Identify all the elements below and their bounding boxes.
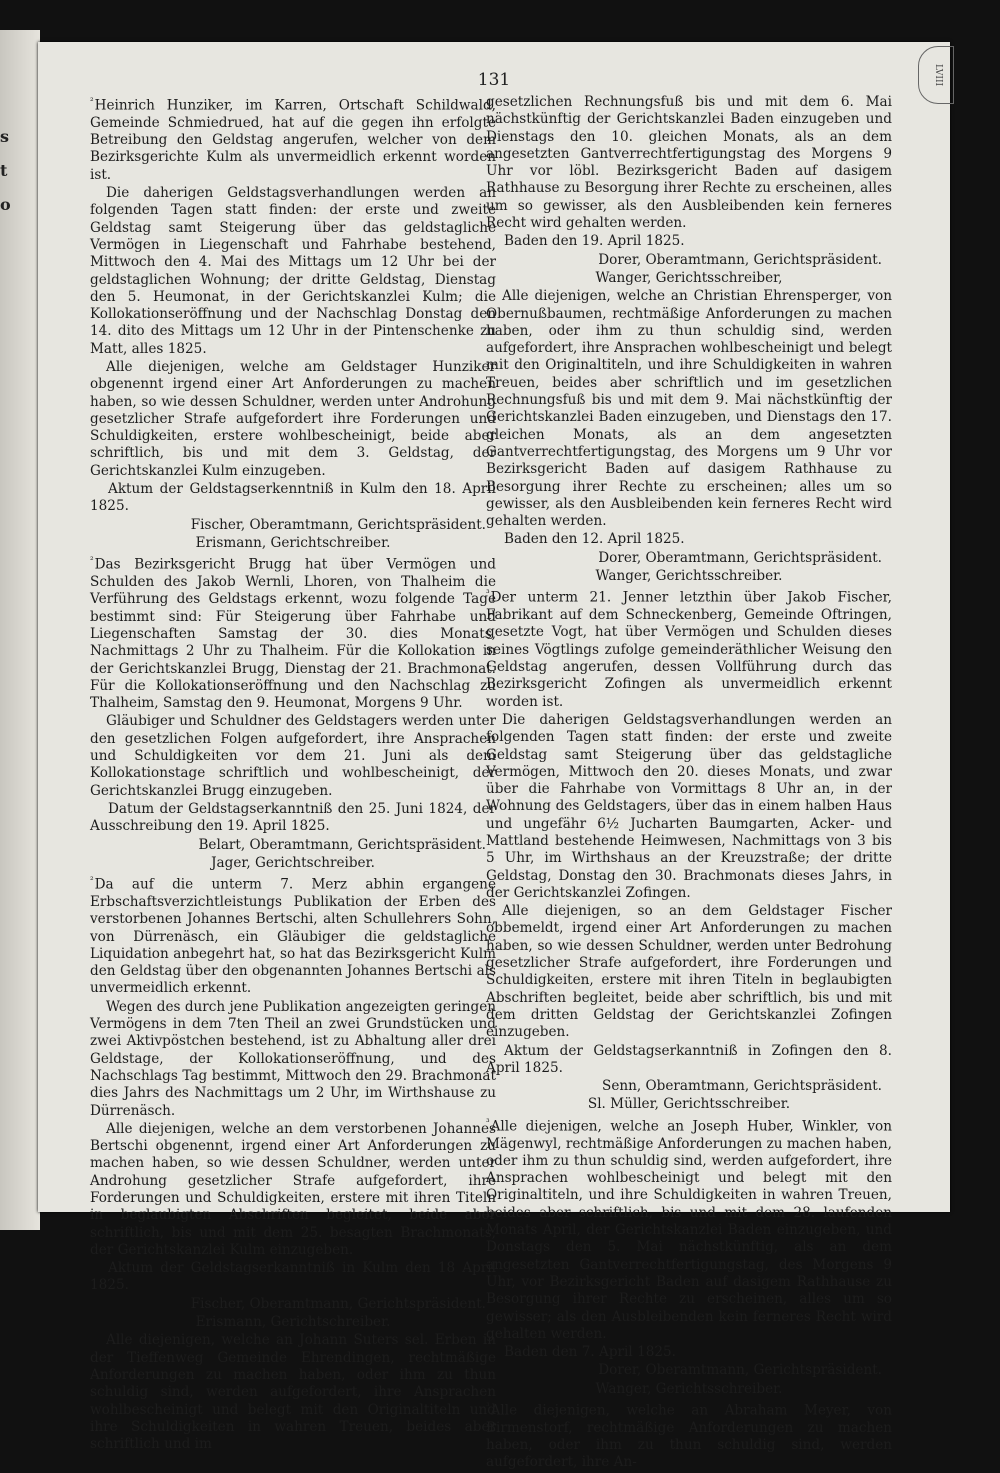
- previous-page-text-fragment: s t o: [0, 127, 11, 214]
- signature-clerk: Jager, Gerichtschreiber.: [211, 854, 375, 871]
- signature-clerk: Erismann, Gerichtschreiber.: [195, 1314, 391, 1331]
- notice-paragraph: ³ Alle diejenigen, welche an Joseph Huber, Winkler, von Mägenwyl, rechtmäßige Anforderungen zu machen haben, oder ihm zu thun schuldig sind, werden aufgefordert, ihre Ansprachen wohlbescheinigt und belegt mit den Originaltiteln, und ihre Schuldigkeiten in wahren Treuen, beides aber schriftlich, bis und mit dem 28. laufenden Monats April, der Gerichtskanzlei Baden einzugeben, und Donstags den 5. Mai nächstkünftig, als an dem angesetzten Gantverrechtfertigungstag, des Morgens 9 Uhr, vor Bezirksgericht Baden auf dasigem Rathhause zu Besorgung ihrer Rechte zu erscheinen, alles um so gewisser; als den Ausbleibenden kein ferneres Recht wird gehalten werden.: [486, 1115, 892, 1343]
- body-paragraph: Alle diejenigen, welche am Geldstager Hunziker obgenennt irgend einer Art Anforderungen zu machen haben, so wie dessen Schuldner, werden unter Androhung gesetzlicher Strafe aufgefordert ihre Forderungen und Schuldigkeiten, erstere wohlbescheinigt, beide aber schriftlich, bis und mit dem 3. Geldstag, der Gerichtskanzlei Kulm einzugeben.: [90, 358, 496, 479]
- signature-clerk: Wanger, Gerichtsschreiber,: [595, 269, 783, 286]
- date-line: Aktum der Geldstagserkenntniß in Kulm den 18. April 1825.: [90, 481, 496, 515]
- date-line: Aktum der Geldstagserkanntniß in Zofingen den 8. April 1825.: [486, 1042, 892, 1076]
- left-column: [90, 94, 496, 1454]
- library-stamp: LVIII: [918, 46, 954, 104]
- notice-paragraph: ² Da auf die unterm 7. Merz abhin ergangene Erbschaftsverzichtleistungs Publikation der Erben des verstorbenen Johannes Bertschi, alten Schullehrers Sohn, von Dürrenäsch, ein Gläubiger die geldstagliche Liquidation anbegehrt hat, so hat das Bezirksgericht Kulm den Geldstag über den obgenannten Johannes Bertschi als unvermeidlich erkennt.: [90, 873, 496, 998]
- signature-clerk: Erismann, Gerichtschreiber.: [195, 534, 391, 551]
- notice-paragraph: ³ Alle diejenigen, welche an Abraham Meyer, von Birmenstorf, rechtmäßige Anforderungen zu machen haben, oder ihm zu thun schuldig sind, werden aufgefordert, ihre An-: [486, 1399, 892, 1472]
- notice-paragraph: ³ Der unterm 21. Jenner letzthin über Jakob Fischer, Fabrikant auf dem Schneckenberg, Gemeinde Oftringen, gesetzte Vogt, hat über Vermögen und Schulden dieses seines Vögtlings zufolge gemeinderäthlicher Weisung den Geldstag angerufen, dessen Vollführung durch das Bezirksgericht Zofingen als unvermeidlich erkennt worden ist.: [486, 586, 892, 711]
- signature-official: Belart, Oberamtmann, Gerichtspräsident.: [198, 836, 486, 853]
- body-paragraph: Wegen des durch jene Publikation angezeigten geringen Vermögens in dem 7ten Theil an zwei Grundstücken und zwei Aktivpöstchen bestehend, ist zu Abhaltung aller drei Geldstage, der Kollokationseröffnung, und des Nachschlags Tag bestimmt, Mittwoch den 29. Brachmonat dies Jahrs des Nachmittags um 2 Uhr, im Wirthshause zu Dürrenäsch.: [90, 998, 496, 1119]
- previous-page-edge: [0, 30, 40, 1230]
- date-line: Aktum der Geldstagserkanntniß in Kulm den 18 April 1825.: [90, 1260, 496, 1294]
- date-line: Datum der Geldstagserkanntniß den 25. Juni 1824, der Ausschreibung den 19. April 1825.: [90, 800, 496, 835]
- signature-clerk: Sl. Müller, Gerichtsschreiber.: [587, 1096, 791, 1113]
- date-line: Baden den 19. April 1825.: [504, 233, 685, 250]
- body-paragraph: Alle diejenigen, welche an Christian Ehrensperger, von Obernußbaumen, rechtmäßige Anforderungen zu machen haben, oder ihm zu thun schuldig sind, werden aufgefordert, ihre Ansprachen wohlbescheinigt und belegt mit den Originaltiteln, und ihre Schuldigkeiten in wahren Treuen, beides aber schriftlich und im gesetzlichen Rechnungsfuß bis und mit dem 9. Mai nächstkünftig der Gerichtskanzlei Baden einzugeben, und Dienstags den 17. gleichen Monats, als an dem angesetzten Gantverrechtfertigungstag, des Morgens um 9 Uhr vor Bezirksgericht Baden auf dasigem Rathhause zu Besorgung ihrer Rechte zu erscheinen; alles um so gewisser, als den Ausbleibenden kein ferneres Recht wird gehalten werden.: [486, 288, 892, 530]
- body-paragraph: Die daherigen Geldstagsverhandlungen werden an folgenden Tagen statt finden: der erste und zweite Geldstag samt Steigerung über das geldstagliche Vermögen, Mittwoch den 20. dieses Monats, und zwar über die Fahrhabe von Vormittags 8 Uhr an, in der Wohnung des Geldstagers, über das in einem halben Haus und ungefähr 6½ Jucharten Baumgarten, Acker- und Mattland bestehende Heimwesen, Nachmittags von 3 bis 5 Uhr, im Wirthshaus an der Kreuzstraße; der dritte Geldstag, Donstag den 30. Brachmonats dieses Jahrs, in der Gerichtskanzlei Zofingen.: [486, 711, 892, 901]
- signature-official: Dorer, Oberamtmann, Gerichtspräsident.: [598, 549, 882, 566]
- body-paragraph: Alle diejenigen, welche an dem verstorbenen Johannes Bertschi obgenennt, irgend einer Art Anforderungen zu machen haben, so wie dessen Schuldner, werden unter Androhung gesetzlicher Strafe aufgefordert, ihre Forderungen und Schuldigkeiten, erstere mit ihren Titeln in beglaubigten Abschriften begleitet, beide aber schriftlich, bis und mit dem 25. besagten Brachmonats, der Gerichtskanzlei Kulm einzugeben.: [90, 1120, 496, 1258]
- signature-official: Fischer, Oberamtmann, Gerichtspräsident.: [190, 516, 486, 533]
- signature-official: Dorer, Oberamtmann, Gerichtspräsident.: [598, 1362, 882, 1379]
- body-paragraph: gesetzlichen Rechnungsfuß bis und mit dem 6. Mai nächstkünftig der Gerichtskanzlei Baden einzugeben und Dienstags den 10. gleichen Monats, als an dem angesetzten Gantverrechtfertigungstag des Morgens 9 Uhr vor löbl. Bezirksgericht Baden auf dasigem Rathhause zu Besorgung ihrer Rechte zu erscheinen, alles um so gewisser, als den Ausbleibenden kein ferneres Recht wird gehalten werden.: [486, 94, 892, 232]
- body-paragraph: Gläubiger und Schuldner des Geldstagers werden unter den gesetzlichen Folgen aufgefordert, ihre Ansprachen und Schuldigkeiten vor dem 21. Juni als dem Kollokationstage schriftlich und wohlbescheinigt, der Gerichtskanzlei Brugg einzugeben.: [90, 713, 496, 799]
- notice-paragraph: ² Das Bezirksgericht Brugg hat über Vermögen und Schulden des Jakob Wernli, Lhoren, von Thalheim die Verführung des Geldstags erkennt, wozu folgende Tage bestimmt sind: Für Steigerung über Fahrhabe und Liegenschaften Samstag der 30. dies Monats, Nachmittags 2 Uhr zu Thalheim. Für die Kollokation in der Gerichtskanzlei Brugg, Dienstag der 21. Brachmonat. Für die Kollokationseröffnung und den Nachschlag zu Thalheim, Samstag den 9. Heumonat, Morgens 9 Uhr.: [90, 553, 496, 712]
- page-number: 131: [477, 70, 511, 90]
- signature-official: Senn, Oberamtmann, Gerichtspräsident.: [602, 1078, 882, 1095]
- notice-paragraph: ² Heinrich Hunziker, im Karren, Ortschaft Schildwald, Gemeinde Schmiedrued, hat auf die gegen ihn erfolgte Betreibung den Geldstag angerufen, welcher von dem Bezirksgerichte Kulm als unvermeidlich erkennt worden ist.: [90, 94, 496, 184]
- signature-clerk: Wanger, Gerichtsschreiber.: [595, 1380, 783, 1397]
- signature-clerk: Wanger, Gerichtsschreiber.: [595, 568, 783, 585]
- right-column: [486, 94, 892, 1473]
- body-paragraph: Die daherigen Geldstagsverhandlungen werden an folgenden Tagen statt finden: der erste und zweite Geldstag samt Steigerung über das geldstagliche Vermögen in Liegenschaft und Fahrhabe bestehend, Mittwoch den 4. Mai des Mittags um 12 Uhr bei der geldstaglichen Wohnung; der dritte Geldstag, Dienstag den 5. Heumonat, in der Gerichtskanzlei Kulm; die Kollokationseröffnung und der Nachschlag Donstag den 14. dito des Mittags um 12 Uhr in der Pintenschenke zu Matt, alles 1825.: [90, 185, 496, 357]
- date-line: Baden den 7. April 1825.: [504, 1344, 676, 1361]
- date-line: Baden den 12. April 1825.: [504, 531, 685, 548]
- signature-official: Fischer, Oberamtmann, Gerichtspräsident.: [190, 1295, 486, 1312]
- body-paragraph: Alle diejenigen, so an dem Geldstager Fischer obbemeldt, irgend einer Art Anforderungen zu machen haben, so wie dessen Schuldner, werden unter Bedrohung gesetzlicher Strafe aufgefordert, ihre Forderungen und Schuldigkeiten, erstere mit ihren Titeln in beglaubigten Abschriften begleitet, beide aber schriftlich, bis und mit dem dritten Geldstag der Gerichtskanzlei Zofingen einzugeben.: [486, 903, 892, 1041]
- signature-official: Dorer, Oberamtmann, Gerichtspräsident.: [598, 251, 882, 268]
- body-paragraph: Alle diejenigen, welche an Johann Suters sel. Erben in der Tieffenweg Gemeinde Ehrendingen, rechtmäßige Anforderungen zu machen haben, oder ihm zu thun schuldig sind, werden aufgefordert, ihre Ansprachen wohlbescheinigt und belegt mit den Originaltiteln und ihre Schuldigkeiten in wahren Treuen, beides aber schriftlich und im: [90, 1332, 496, 1453]
- document-page: [38, 42, 950, 1471]
